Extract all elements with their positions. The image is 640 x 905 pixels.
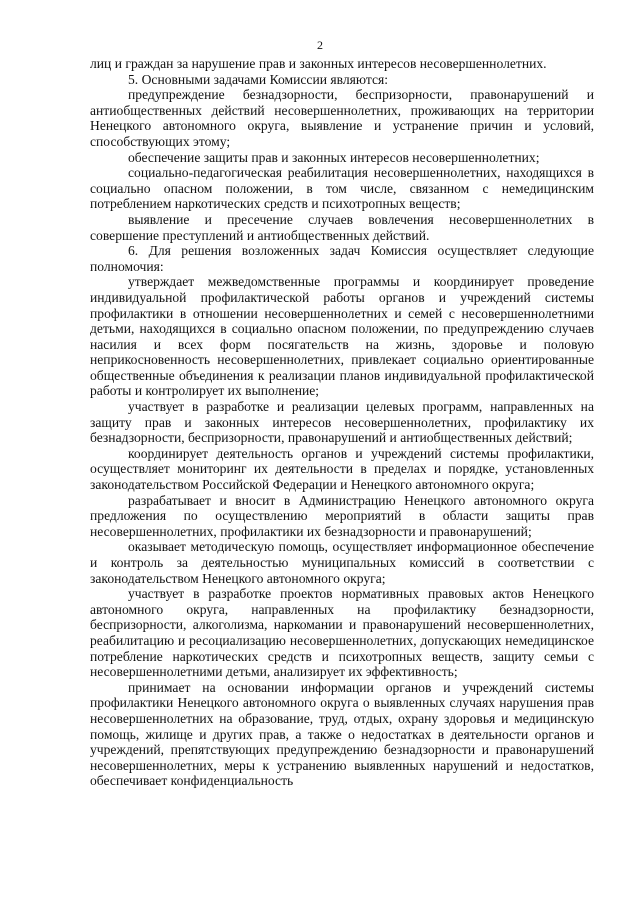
paragraph: лиц и граждан за нарушение прав и законных интересов несовершеннолетних. [90,56,547,71]
paragraph: утверждает межведомственные программы и координирует проведение индивидуальной профилактической работы органов и учреждений системы профилактики в отношении несовершеннолетних и семей с несовершеннолетними детьми, находящихся в социально опасном положении, по предупреждению случаев насилия и всех форм посягательств на жизнь, здоровье и половую неприкосновенность несовершеннолетних, привлекает социально ориентированные общественные объединения к реализации планов индивидуальной профилактической работы и контролирует их выполнение; [90,274,594,399]
paragraph: выявление и пресечение случаев вовлечения несовершеннолетних в совершение преступлений и антиобщественных действий. [90,211,594,243]
paragraph: координирует деятельность органов и учреждений системы профилактики, осуществляет мониторинг их деятельности в пределах и порядке, установленных законодательством Российской Федерации и Ненецкого автономного округа; [90,445,594,493]
paragraph: участвует в разработке проектов нормативных правовых актов Ненецкого автономного округа, направленных на профилактику безнадзорности, беспризорности, алкоголизма, наркомании и правонарушений несовершеннолетних, реабилитацию и ресоциализацию несовершеннолетних, допускающих немедицинское потребление наркотических средств и психотропных веществ, защиту семьи с несовершеннолетними детьми, анализирует их эффективность; [90,586,594,680]
paragraph: 5. Основными задачами Комиссии являются: [128,71,389,87]
paragraph: принимает на основании информации органов и учреждений системы профилактики Ненецкого автономного округа о выявленных случаях нарушения прав несовершеннолетних на образование, труд, отдых, охрану здоровья и медицинскую помощь, жилище и других прав, а также о недостатках в деятельности органов и учреждений, препятствующих предупреждению безнадзорности и правонарушений несовершеннолетних, меры к устранению выявленных нарушений и недостатков, обеспечивает конфиденциальность [90,679,594,789]
paragraph: оказывает методическую помощь, осуществляет информационное обеспечение и контроль за деятельностью муниципальных комиссий в соответствии с законодательством Ненецкого автономного округа; [90,539,594,586]
paragraph: социально-педагогическая реабилитация несовершеннолетних, находящихся в социально опасном положении, в том числе, связанном с немедицинским потреблением наркотических средств и психотропных веществ; [90,165,594,212]
page-number: 2 [317,38,323,52]
paragraph: обеспечение защиты прав и законных интересов несовершеннолетних; [128,149,540,165]
paragraph: участвует в разработке и реализации целевых программ, направленных на защиту прав и законных интересов несовершеннолетних, профилактику их безнадзорности, беспризорности, правонарушений и антиобщественных действий; [90,399,594,446]
paragraph: 6. Для решения возложенных задач Комиссия осуществляет следующие полномочия: [90,243,594,274]
document-body [90,56,594,789]
paragraph: предупреждение безнадзорности, беспризорности, правонарушений и антиобщественных действий несовершеннолетних, проживающих на территории Ненецкого автономного округа, выявление и устранение причин и условий, способствующих этому; [90,87,594,149]
paragraph: разрабатывает и вносит в Администрацию Ненецкого автономного округа предложения по осуществлению мероприятий в области защиты прав несовершеннолетних, профилактики их безнадзорности и правонарушений; [90,492,594,539]
